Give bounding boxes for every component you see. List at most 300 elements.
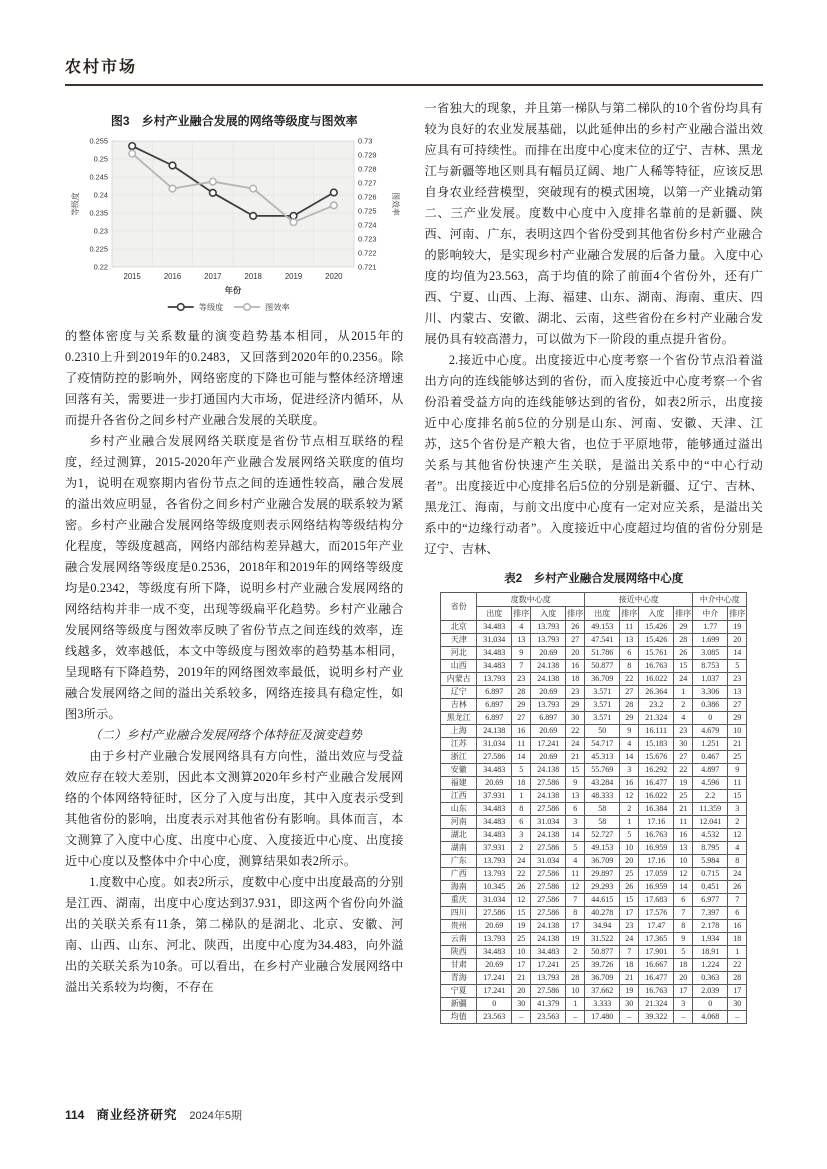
table-cell: 10: [512, 946, 531, 959]
table-cell: 17: [512, 959, 531, 972]
table-cell: 20.69: [477, 777, 512, 790]
table-cell: 24.138: [531, 920, 566, 933]
table-cell: 27.586: [531, 803, 566, 816]
table-row: [441, 725, 747, 738]
table-cell: 23: [566, 686, 585, 699]
table-cell: 29: [512, 699, 531, 712]
table-cell: 1.251: [693, 738, 728, 751]
table-cell: 江苏: [441, 738, 477, 751]
column-group-header: 度数中心度: [477, 593, 585, 607]
table-cell: 甘肃: [441, 959, 477, 972]
table-cell: 20.69: [531, 751, 566, 764]
table-row: [441, 751, 747, 764]
table-cell: 4.532: [693, 829, 728, 842]
table-cell: 6: [620, 647, 639, 660]
table-cell: 12: [566, 881, 585, 894]
table-cell: 13.793: [531, 699, 566, 712]
table-row: [441, 985, 747, 998]
table-cell: 0: [693, 712, 728, 725]
table-cell: 9: [566, 777, 585, 790]
journal-name: 商业经济研究: [96, 1108, 178, 1122]
table-row: [441, 764, 747, 777]
table-row: [441, 621, 747, 634]
table-cell: 17.365: [639, 933, 674, 946]
header-rule: [65, 84, 763, 86]
table-cell: 34.483: [477, 829, 512, 842]
table-cell: 16.763: [639, 829, 674, 842]
column-header: 排序: [620, 607, 639, 621]
table-cell: 四川: [441, 907, 477, 920]
table-cell: 4: [620, 738, 639, 751]
table-cell: 36.709: [585, 855, 620, 868]
table-cell: 34.483: [477, 647, 512, 660]
table-cell: 22: [620, 673, 639, 686]
table-cell: 25: [620, 868, 639, 881]
table-cell: 重庆: [441, 894, 477, 907]
table-cell: 19: [674, 777, 693, 790]
table-cell: 18: [566, 673, 585, 686]
table-cell: 51.786: [585, 647, 620, 660]
column-group-header: 中介中心度: [693, 593, 747, 607]
table-cell: 3: [566, 816, 585, 829]
table-cell: 3.571: [585, 699, 620, 712]
svg-text:0.25: 0.25: [93, 154, 109, 164]
page-header: [65, 54, 763, 86]
svg-text:图效率: 图效率: [391, 192, 401, 216]
table-cell: 吉林: [441, 699, 477, 712]
table-cell: 24: [566, 738, 585, 751]
table-cell: 55.769: [585, 764, 620, 777]
table-cell: 40.278: [585, 907, 620, 920]
table-cell: 13.793: [531, 634, 566, 647]
table-cell: 0.363: [693, 972, 728, 985]
table-cell: 1: [728, 946, 747, 959]
table-cell: 14: [674, 881, 693, 894]
table-cell: 20.69: [531, 725, 566, 738]
table-cell: 7: [566, 894, 585, 907]
table-cell: 13.793: [477, 673, 512, 686]
svg-text:0.727: 0.727: [358, 178, 377, 188]
column-header: 出度: [477, 607, 512, 621]
column-header-province: 省份: [441, 593, 477, 621]
table-cell: 1: [620, 816, 639, 829]
table-cell: 17.241: [531, 959, 566, 972]
table-cell: 16: [674, 829, 693, 842]
svg-text:图效率: 图效率: [265, 302, 290, 312]
table-cell: 天津: [441, 634, 477, 647]
column-header: 中介: [693, 607, 728, 621]
table-cell: 1: [566, 998, 585, 1011]
table-cell: 8.753: [693, 660, 728, 673]
table-cell: 27.586: [531, 881, 566, 894]
table-cell: 34.483: [477, 660, 512, 673]
table-cell: 27.586: [531, 985, 566, 998]
table-cell: 15.676: [639, 751, 674, 764]
table-cell: 15.183: [639, 738, 674, 751]
table-cell: 34.483: [477, 764, 512, 777]
table-cell: 13.793: [531, 972, 566, 985]
table-cell: 4: [566, 855, 585, 868]
table-cell: 北京: [441, 621, 477, 634]
table-cell: 15: [728, 790, 747, 803]
table-cell: 3: [728, 803, 747, 816]
table-cell: 50.877: [585, 660, 620, 673]
issue-label: 2024年5期: [189, 1110, 242, 1122]
table-cell: 12.041: [693, 816, 728, 829]
table-cell: 17.47: [639, 920, 674, 933]
table-row: [441, 699, 747, 712]
table-cell: 1.699: [693, 634, 728, 647]
table-cell: 17.241: [477, 985, 512, 998]
two-column-content: [65, 98, 763, 1091]
column-group-header: 接近中心度: [585, 593, 693, 607]
left-column: [65, 98, 404, 1091]
table-cell: 49.153: [585, 621, 620, 634]
table-cell: 20: [728, 634, 747, 647]
table-cell: 11: [512, 738, 531, 751]
table-cell: 26: [674, 647, 693, 660]
table-cell: 30: [512, 998, 531, 1011]
table-cell: 23: [674, 725, 693, 738]
table-cell: 3.571: [585, 686, 620, 699]
table-cell: 23.563: [531, 1011, 566, 1024]
svg-text:0.255: 0.255: [89, 136, 109, 146]
table-cell: 21.324: [639, 712, 674, 725]
table-cell: 陕西: [441, 946, 477, 959]
table-cell: 16.384: [639, 803, 674, 816]
table-cell: 20.69: [531, 686, 566, 699]
body-paragraph: 2.接近中心度。出度接近中心度考察一个省份节点沿着溢出方向的连线能够达到的省份，而入度接近中心度考察一个省份沿着受益方向的连线能够达到的省份，如表2所示，出度接近中心度排名前5位的分别是山东、河南、安徽、天津、江苏，这5个省份是产粮大省，也位于平原地带，能够通过溢出关系与其他省份快速产生关联，是溢出关系中的“中心行动者”。出度接近中心度排名后5位的分别是新疆、辽宁、吉林、黑龙江、海南，与前文出度中心度有一定对应关系，是溢出关系中的“边缘行动者”。入度接近中心度超过均值的省份分别是辽宁、吉林、: [424, 353, 763, 556]
table-cell: 18.91: [693, 946, 728, 959]
table-2-title: 表2 乡村产业融合发展网络中心度: [504, 573, 684, 585]
table-cell: 22: [728, 959, 747, 972]
table-cell: 14: [728, 647, 747, 660]
table-cell: 18: [620, 959, 639, 972]
table-cell: 6.977: [693, 894, 728, 907]
table-cell: 27.586: [531, 842, 566, 855]
table-cell: 36.709: [585, 673, 620, 686]
table-cell: 14: [512, 751, 531, 764]
subsection-heading: （二）乡村产业融合发展网络个体特征及演变趋势: [89, 728, 362, 742]
table-cell: 24: [728, 868, 747, 881]
table-cell: 海南: [441, 881, 477, 894]
table-cell: 3.306: [693, 686, 728, 699]
table-cell: 29: [620, 712, 639, 725]
table-cell: 37.931: [477, 842, 512, 855]
table-cell: 49.153: [585, 842, 620, 855]
table-cell: 7: [512, 660, 531, 673]
table-cell: 29: [674, 621, 693, 634]
table-cell: 34.483: [477, 803, 512, 816]
table-cell: 23.2: [639, 699, 674, 712]
table-cell: 34.483: [477, 946, 512, 959]
svg-text:0.22: 0.22: [93, 262, 109, 272]
column-header: 排序: [512, 607, 531, 621]
table-cell: 19: [620, 985, 639, 998]
table-row: [441, 894, 747, 907]
table-cell: 14: [566, 829, 585, 842]
table-cell: 58: [585, 816, 620, 829]
table-cell: 2: [512, 842, 531, 855]
table-cell: 2.178: [693, 920, 728, 933]
table-cell: 8: [620, 660, 639, 673]
svg-text:0.721: 0.721: [358, 262, 377, 272]
table-cell: 4: [728, 842, 747, 855]
table-cell: 湖北: [441, 829, 477, 842]
figure3-line-chart: [68, 133, 400, 313]
table-row: [441, 816, 747, 829]
table-2-block: [425, 570, 764, 1024]
table-cell: 15: [674, 660, 693, 673]
table-cell: 27: [620, 686, 639, 699]
table-cell: 27.586: [531, 777, 566, 790]
table-cell: 15: [512, 907, 531, 920]
table-cell: 28: [728, 972, 747, 985]
table-cell: 11.359: [693, 803, 728, 816]
table-cell: 27.586: [531, 907, 566, 920]
table-cell: 9: [728, 764, 747, 777]
table-cell: 28: [620, 699, 639, 712]
table-cell: 2.2: [693, 790, 728, 803]
table-cell: 26: [620, 881, 639, 894]
table-row: [441, 1011, 747, 1024]
table-cell: 17.480: [585, 1011, 620, 1024]
table-cell: 13: [674, 842, 693, 855]
column-header: 入度: [639, 607, 674, 621]
table-cell: 0.467: [693, 751, 728, 764]
table-cell: 18: [728, 933, 747, 946]
body-paragraph: 由于乡村产业融合发展网络具有方向性，溢出效应与受益效应存在较大差别，因此本文测算2020年乡村产业融合发展网络的个体网络特征时，区分了入度与出度，其中入度表示受到其他省份的影响，出度表示对其他省份有影响。具体而言，本文测算了入度中心度、出度中心度、入度接近中心度、出度接近中心度以及整体中介中心度，测算结果如表2所示。: [65, 749, 404, 868]
table-cell: –: [728, 1011, 747, 1024]
table-row: [441, 972, 747, 985]
table-row: [441, 959, 747, 972]
table-cell: 6: [674, 894, 693, 907]
table-cell: 河南: [441, 816, 477, 829]
table-cell: 3: [512, 829, 531, 842]
table-cell: 6.897: [477, 699, 512, 712]
table-cell: 17: [620, 907, 639, 920]
table-cell: 江西: [441, 790, 477, 803]
centrality-table: [440, 592, 747, 1024]
page-number: 114: [65, 1108, 85, 1122]
table-cell: 16.959: [639, 842, 674, 855]
table-cell: 31.034: [531, 855, 566, 868]
table-cell: 21: [674, 803, 693, 816]
table-cell: 29.293: [585, 881, 620, 894]
table-cell: 27.586: [531, 868, 566, 881]
table-cell: 16: [620, 777, 639, 790]
table-cell: 34.483: [477, 621, 512, 634]
table-cell: 5: [566, 842, 585, 855]
svg-text:0.726: 0.726: [358, 192, 377, 202]
table-cell: 17.16: [639, 816, 674, 829]
svg-text:0.73: 0.73: [358, 136, 373, 146]
table-cell: 25: [566, 959, 585, 972]
table-cell: 均值: [441, 1011, 477, 1024]
right-column: [425, 98, 764, 1091]
table-cell: 9: [620, 725, 639, 738]
table-cell: 50.877: [585, 946, 620, 959]
table-cell: 15: [620, 894, 639, 907]
svg-text:2019: 2019: [285, 272, 303, 281]
table-cell: 25: [728, 751, 747, 764]
table-cell: 39.322: [639, 1011, 674, 1024]
table-cell: 10: [728, 725, 747, 738]
table-cell: 22: [512, 868, 531, 881]
table-cell: 内蒙古: [441, 673, 477, 686]
right-paragraphs: [425, 98, 764, 560]
table-cell: 广西: [441, 868, 477, 881]
chart-container: [65, 133, 404, 318]
table-cell: 8: [512, 803, 531, 816]
table-cell: 30: [620, 998, 639, 1011]
table-cell: 11: [728, 777, 747, 790]
table-row: [441, 738, 747, 751]
table-cell: 20.69: [477, 959, 512, 972]
table-cell: 1: [674, 686, 693, 699]
table-cell: 24: [620, 933, 639, 946]
table-cell: 9: [512, 647, 531, 660]
table-cell: 24.138: [531, 933, 566, 946]
table-cell: 2: [620, 803, 639, 816]
table-cell: 1: [512, 790, 531, 803]
table-cell: 30: [566, 712, 585, 725]
table-cell: 16: [512, 725, 531, 738]
table-cell: 29: [728, 712, 747, 725]
table-cell: 16.763: [639, 985, 674, 998]
table-row: [441, 803, 747, 816]
table-cell: 18: [674, 959, 693, 972]
svg-text:0.245: 0.245: [89, 172, 109, 182]
table-cell: 湖南: [441, 842, 477, 855]
table-cell: 20: [620, 855, 639, 868]
table-cell: 31.034: [477, 634, 512, 647]
table-cell: 28: [566, 972, 585, 985]
table-cell: 山东: [441, 803, 477, 816]
table-cell: 24.138: [531, 764, 566, 777]
table-cell: 上海: [441, 725, 477, 738]
table-row: [441, 790, 747, 803]
table-cell: 1.037: [693, 673, 728, 686]
table-cell: 11: [674, 816, 693, 829]
table-cell: 22: [566, 725, 585, 738]
table-row: [441, 647, 747, 660]
table-cell: 6.897: [477, 712, 512, 725]
column-header: 排序: [674, 607, 693, 621]
table-cell: 47.541: [585, 634, 620, 647]
svg-text:0.725: 0.725: [358, 206, 377, 216]
table-cell: 8: [566, 907, 585, 920]
table-cell: 4: [674, 712, 693, 725]
svg-text:等级度: 等级度: [71, 192, 81, 216]
table-cell: 4.596: [693, 777, 728, 790]
table-cell: 6: [566, 803, 585, 816]
svg-text:0.729: 0.729: [358, 150, 377, 160]
column-header: 入度: [531, 607, 566, 621]
table-cell: 21: [512, 972, 531, 985]
table-row: [441, 829, 747, 842]
table-cell: 26: [728, 881, 747, 894]
table-cell: 辽宁: [441, 686, 477, 699]
table-cell: 13: [620, 634, 639, 647]
table-cell: 6: [512, 816, 531, 829]
table-cell: 10: [566, 985, 585, 998]
table-cell: 8.795: [693, 842, 728, 855]
table-cell: 9: [674, 933, 693, 946]
left-paragraphs: [65, 326, 404, 998]
table-cell: 17.241: [477, 972, 512, 985]
table-cell: 30: [674, 738, 693, 751]
table-cell: 5: [674, 946, 693, 959]
body-paragraph: 1.度数中心度。如表2所示，度数中心度中出度最高的分别是江西、湖南，出度中心度达到37.931，即这两个省份向外溢出的关联关系有11条，第二梯队的是湖北、北京、安徽、河南、山西、山东、河北、陕西，出度中心度为34.483，向外溢出的关联关系为10条。可以看出，在乡村产业融合发展网络中溢出关系较为均衡，不存在: [65, 875, 404, 994]
table-cell: 30: [728, 998, 747, 1011]
table-cell: 23.563: [477, 1011, 512, 1024]
table-cell: 6.897: [477, 686, 512, 699]
table-cell: 16.292: [639, 764, 674, 777]
svg-text:0.723: 0.723: [358, 234, 377, 244]
table-cell: 12: [620, 790, 639, 803]
table-cell: 16.763: [639, 660, 674, 673]
table-cell: 12: [674, 868, 693, 881]
table-cell: 16: [566, 660, 585, 673]
table-cell: 20: [674, 972, 693, 985]
table-row: [441, 946, 747, 959]
table-cell: 27.586: [477, 751, 512, 764]
table-cell: 10: [620, 842, 639, 855]
table-cell: 2: [566, 946, 585, 959]
table-cell: 20: [566, 647, 585, 660]
table-cell: 2: [728, 816, 747, 829]
table-cell: 16: [728, 920, 747, 933]
table-cell: 17: [566, 920, 585, 933]
table-row: [441, 998, 747, 1011]
table-cell: 福建: [441, 777, 477, 790]
page-footer: [65, 1105, 242, 1123]
table-cell: –: [674, 1011, 693, 1024]
table-cell: 19: [512, 920, 531, 933]
table-cell: 1.934: [693, 933, 728, 946]
table-cell: 15: [566, 764, 585, 777]
table-cell: 10: [674, 855, 693, 868]
table-cell: –: [566, 1011, 585, 1024]
table-cell: 16.022: [639, 790, 674, 803]
table-cell: 7: [728, 894, 747, 907]
table-cell: 23: [620, 920, 639, 933]
table-row: [441, 881, 747, 894]
svg-text:0.722: 0.722: [358, 248, 377, 258]
table-cell: 4.897: [693, 764, 728, 777]
table-cell: 山西: [441, 660, 477, 673]
table-cell: –: [620, 1011, 639, 1024]
svg-text:0.235: 0.235: [89, 208, 109, 218]
table-cell: 27.586: [477, 907, 512, 920]
table-cell: 24.138: [531, 660, 566, 673]
table-row: [441, 660, 747, 673]
table-cell: 青海: [441, 972, 477, 985]
svg-text:2018: 2018: [244, 272, 263, 281]
table-cell: 36.709: [585, 972, 620, 985]
table-row: [441, 686, 747, 699]
table-cell: 43.284: [585, 777, 620, 790]
table-cell: 23: [512, 673, 531, 686]
table-cell: 安徽: [441, 764, 477, 777]
table-row: [441, 933, 747, 946]
table-cell: 45.313: [585, 751, 620, 764]
table-cell: 31.034: [477, 894, 512, 907]
table-cell: 24.138: [531, 673, 566, 686]
table-cell: 52.727: [585, 829, 620, 842]
table-cell: 11: [620, 621, 639, 634]
